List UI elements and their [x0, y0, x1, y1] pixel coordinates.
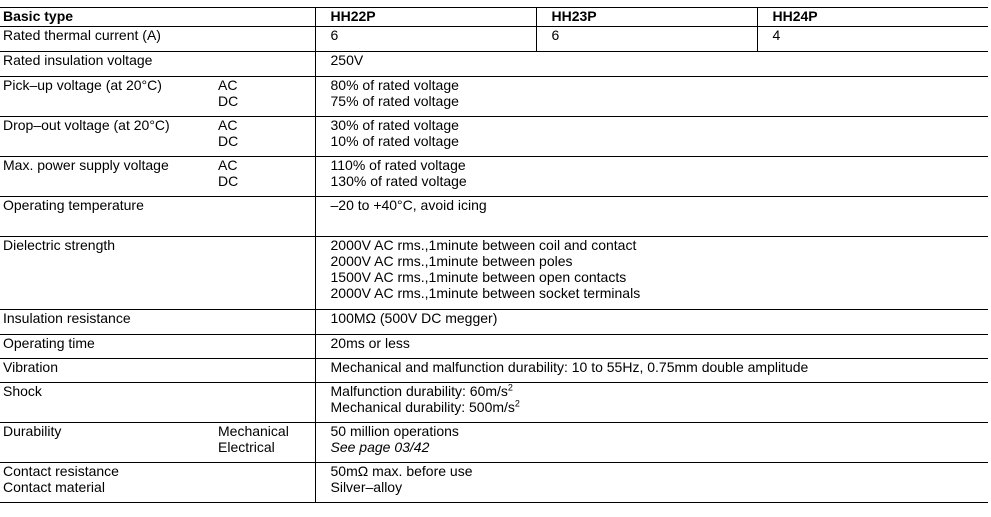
durability-label: Durability: [0, 423, 215, 463]
max-power-label: Max. power supply voltage: [0, 157, 215, 197]
header-row: [0, 8, 988, 27]
max-power-value: [315, 157, 988, 197]
contact-material-value: Silver–alloy: [330, 479, 403, 495]
dropout-voltage-sub: [215, 117, 315, 157]
insulation-voltage-row: [0, 52, 988, 77]
dielectric-strength-row: [0, 237, 988, 310]
insulation-resistance-value: 100MΩ (500V DC megger): [315, 310, 988, 335]
thermal-current-row: [0, 27, 988, 52]
pickup-ac-label: AC: [218, 77, 238, 93]
model-hh22p: HH22P: [315, 8, 536, 27]
insulation-resistance-row: [0, 310, 988, 335]
contact-material-label: Contact material: [3, 479, 105, 495]
durability-row: [0, 423, 988, 463]
operating-time-value: 20ms or less: [315, 335, 988, 359]
dielectric-line: 2000V AC rms.,1minute between poles: [330, 253, 573, 269]
shock-row: [0, 383, 988, 423]
max-power-ac-value: 110% of rated voltage: [330, 157, 466, 173]
max-power-dc-label: DC: [218, 173, 239, 189]
shock-mechanical: Mechanical durability: $500m/s^2$: [330, 398, 520, 415]
dielectric-line: 1500V AC rms.,1minute between open contacts: [330, 269, 627, 285]
pickup-dc-value: 75% of rated voltage: [330, 93, 459, 109]
operating-temperature-value: –20 to +40°C, avoid icing: [315, 197, 988, 237]
shock-value: [315, 383, 988, 423]
shock-malfunction: Malfunction durability: $60m/s^2$: [330, 382, 513, 399]
dropout-voltage-value: [315, 117, 988, 157]
dropout-voltage-row: [0, 117, 988, 157]
durability-sub: [215, 423, 315, 463]
pickup-ac-value: 80% of rated voltage: [330, 77, 459, 93]
pickup-voltage-label: Pick–up voltage (at 20°C): [0, 77, 215, 117]
max-power-row: [0, 157, 988, 197]
contact-row: [0, 463, 988, 503]
thermal-current-hh24p: 4: [757, 27, 988, 52]
operating-time-label: Operating time: [0, 335, 315, 359]
specifications-table: [0, 7, 988, 503]
thermal-current-label: Rated thermal current (A): [0, 27, 315, 52]
thermal-current-hh22p: 6: [315, 27, 536, 52]
dielectric-line: 2000V AC rms.,1minute between socket terminals: [330, 285, 641, 301]
model-hh24p: HH24P: [757, 8, 988, 27]
dielectric-strength-label: Dielectric strength: [0, 237, 315, 310]
basic-type-label: Basic type: [0, 8, 315, 27]
operating-temperature-label: Operating temperature: [0, 197, 315, 237]
pickup-voltage-row: [0, 77, 988, 117]
contact-values: [315, 463, 988, 503]
insulation-voltage-value: 250V: [315, 52, 988, 77]
pickup-voltage-value: [315, 77, 988, 117]
dropout-dc-value: 10% of rated voltage: [330, 133, 459, 149]
insulation-resistance-label: Insulation resistance: [0, 310, 315, 335]
thermal-current-hh23p: 6: [536, 27, 757, 52]
max-power-sub: [215, 157, 315, 197]
vibration-label: Vibration: [0, 359, 315, 383]
pickup-dc-label: DC: [218, 93, 239, 109]
contact-resistance-value: 50mΩ max. before use: [330, 463, 473, 479]
model-hh23p: HH23P: [536, 8, 757, 27]
insulation-voltage-label: Rated insulation voltage: [0, 52, 315, 77]
durability-electrical-value: See page 03/42: [330, 439, 430, 455]
shock-label: Shock: [0, 383, 315, 423]
contact-labels: [0, 463, 315, 503]
pickup-voltage-sub: [215, 77, 315, 117]
max-power-ac-label: AC: [218, 157, 238, 173]
dielectric-strength-value: [315, 237, 988, 310]
durability-electrical-label: Electrical: [218, 439, 275, 455]
dropout-dc-label: DC: [218, 133, 239, 149]
vibration-row: [0, 359, 988, 383]
dielectric-line: 2000V AC rms.,1minute between coil and contact: [330, 237, 637, 253]
dropout-ac-label: AC: [218, 117, 238, 133]
vibration-value: Mechanical and malfunction durability: 10 to 55Hz, 0.75mm double amplitude: [315, 359, 988, 383]
dropout-ac-value: 30% of rated voltage: [330, 117, 459, 133]
operating-time-row: [0, 335, 988, 359]
dropout-voltage-label: Drop–out voltage (at 20°C): [0, 117, 215, 157]
durability-mechanical-label: Mechanical: [218, 423, 289, 439]
durability-value: [315, 423, 988, 463]
contact-resistance-label: Contact resistance: [3, 463, 119, 479]
max-power-dc-value: 130% of rated voltage: [330, 173, 467, 189]
durability-mechanical-value: 50 million operations: [330, 423, 459, 439]
operating-temperature-row: [0, 197, 988, 237]
